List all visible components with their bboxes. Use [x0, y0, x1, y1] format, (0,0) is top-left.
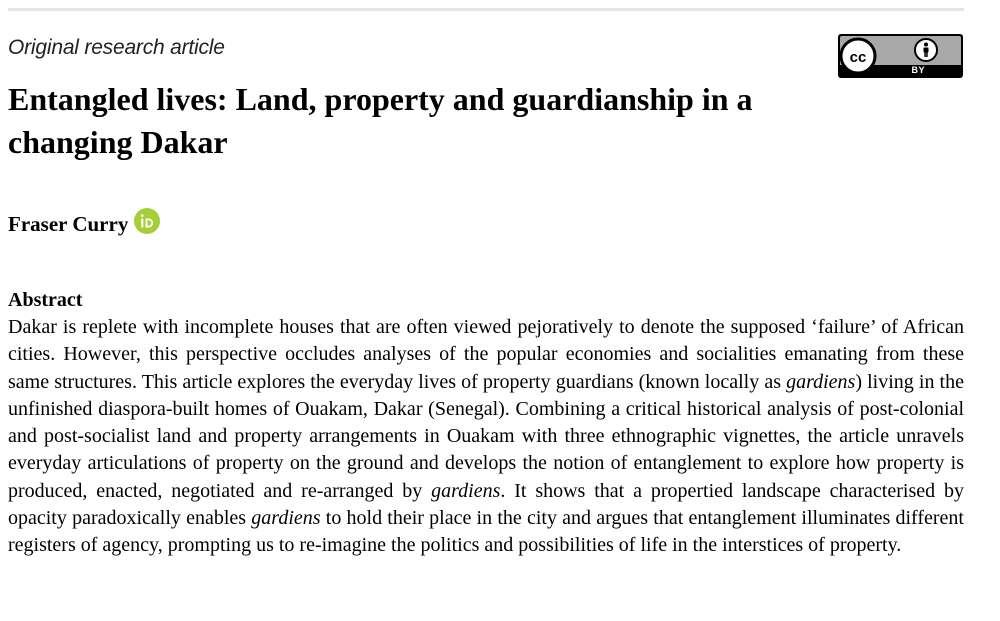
svg-text:cc: cc: [849, 49, 867, 66]
cc-by-label: BY: [911, 65, 925, 75]
article-title: Entangled lives: Land, property and guardianship in a changing Dakar: [8, 81, 753, 160]
attribution-person-icon: [915, 39, 937, 61]
abstract-segment: Dakar is replete with incomplete houses that are often viewed pejoratively to denote the supposed ‘failure’ of African cities. However, this perspective occludes analyses of the popular economies and socialities emanating from these same structures. This article explores the everyday lives of property guardians (known locally as: [8, 316, 964, 393]
abstract-segment-italic: gardiens: [786, 370, 856, 393]
abstract-text: [8, 314, 964, 560]
author-name[interactable]: Fraser Curry: [8, 212, 129, 236]
abstract-segment: ) living in the unfinished diaspora-built homes of Ouakam, Dakar (Senegal). Combining a critical historical analysis of post-colonial and post-socialist land and property arrangements in Ouakam with three ethnographic vignettes, the article unravels everyday articulations of property on the ground and develops the notion of entanglement to explore how property is produced, enacted, negotiated and re-arranged by: [8, 370, 964, 502]
abstract-segment-italic: gardiens: [251, 507, 321, 530]
abstract-segment: . It shows that a propertied landscape characterised by opacity paradoxically enables: [8, 479, 965, 530]
article-type-label: Original research article: [8, 36, 225, 59]
abstract-segment-italic: gardiens: [431, 479, 501, 502]
abstract-segment: to hold their place in the city and argues that entanglement illuminates different registers of agency, prompting us to re-imagine the politics and possibilities of life in the interstices of property.: [8, 507, 964, 557]
abstract-heading: Abstract: [8, 289, 83, 311]
author-line: [8, 210, 160, 241]
orcid-icon[interactable]: [134, 208, 160, 241]
cc-by-license-badge[interactable]: [838, 34, 963, 78]
top-divider: [8, 8, 964, 11]
